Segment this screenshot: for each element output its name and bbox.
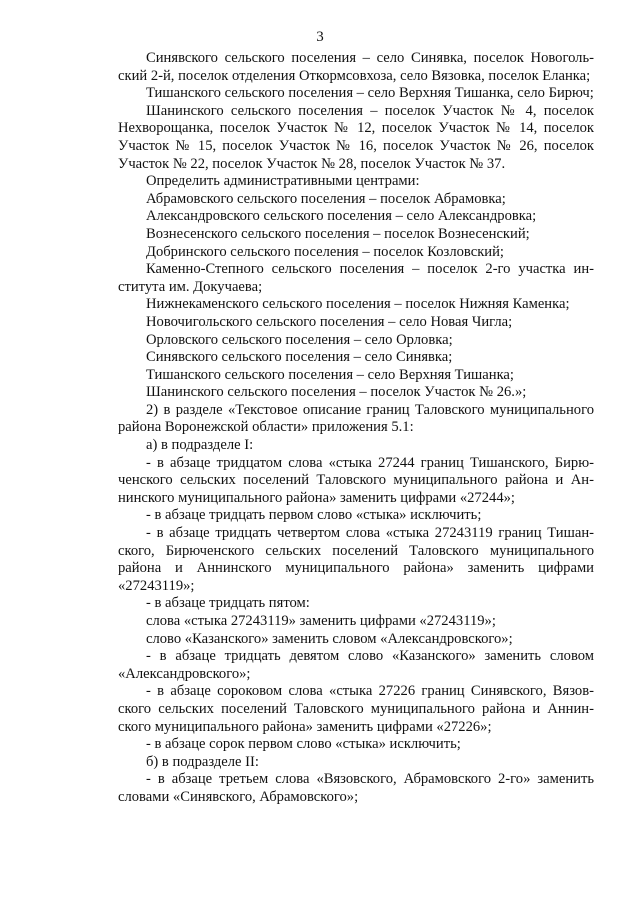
page-number: 3 bbox=[316, 29, 324, 45]
paragraph: - в абзаце тридцать пятом: bbox=[146, 595, 310, 612]
paragraph: - в абзаце сороковом слова «стыка 27226 границ Синявского, Вязовского сельских поселений Таловского муниципального района и Аннинского муниципального района» заменить цифрами «27226»; bbox=[118, 683, 594, 735]
paragraph: - в абзаце третьем слова «Вязовского, Абрамовского 2-го» заменить словами «Синявского, Абрамовского»; bbox=[118, 771, 594, 805]
paragraph: Синявского сельского поселения – село Синявка; bbox=[146, 349, 453, 366]
paragraph: Каменно-Степного сельского поселения – поселок 2-го участка института им. Докучаева; bbox=[118, 261, 594, 295]
paragraph: Определить административными центрами: bbox=[146, 173, 420, 190]
paragraph: Вознесенского сельского поселения – поселок Вознесенский; bbox=[146, 225, 530, 242]
paragraph: Тишанского сельского поселения – село Верхняя Тишанка; bbox=[146, 366, 514, 383]
paragraph: - в абзаце тридцать первом слово «стыка» исключить; bbox=[146, 507, 482, 524]
paragraph: Тишанского сельского поселения – село Верхняя Тишанка, село Бирюч; bbox=[146, 85, 594, 102]
paragraph: Александровского сельского поселения – село Александровка; bbox=[146, 208, 537, 225]
paragraph: Орловского сельского поселения – село Орловка; bbox=[146, 331, 453, 348]
paragraph: - в абзаце тридцатом слова «стыка 27244 границ Тишанского, Бирюченского сельских поселений Таловского муниципального района и Аннинского муниципального района» заменить цифрами «27244»; bbox=[118, 454, 594, 506]
paragraph: 2) в разделе «Текстовое описание границ Таловского муниципального района Воронежской области» приложения 5.1: bbox=[118, 401, 594, 436]
paragraph: Шанинского сельского поселения – поселок Участок № 26.»; bbox=[146, 384, 527, 401]
paragraph: - в абзаце тридцать четвертом слова «стыка 27243119 границ Тишанского, Бирюченского сельских поселений Таловского муниципального района и Аннинского муниципального района» заменить цифрами «27243119»; bbox=[118, 525, 594, 594]
paragraph: б) в подразделе II: bbox=[146, 753, 259, 770]
paragraph: а) в подразделе I: bbox=[146, 437, 254, 454]
paragraph: - в абзаце тридцать девятом слово «Казанского» заменить словом «Александровского»; bbox=[118, 648, 594, 682]
paragraph: Новочигольского сельского поселения – село Новая Чигла; bbox=[146, 313, 513, 330]
paragraph: слова «стыка 27243119» заменить цифрами «27243119»; bbox=[146, 613, 496, 629]
paragraph: Синявского сельского поселения – село Синявка, поселок Новогольский 2-й, поселок отделения Откормсовхоза, село Вязовка, поселок Еланка; bbox=[118, 50, 594, 84]
paragraph: Добринского сельского поселения – поселок Козловский; bbox=[146, 243, 504, 260]
paragraph: - в абзаце сорок первом слово «стыка» исключить; bbox=[146, 736, 461, 753]
paragraph: слово «Казанского» заменить словом «Александровского»; bbox=[146, 630, 513, 647]
paragraph: Нижнекаменского сельского поселения – поселок Нижняя Каменка; bbox=[146, 296, 570, 313]
paragraph: Шанинского сельского поселения – поселок Участок № 4, поселок Нехворощанка, поселок Участок № 12, поселок Участок № 14, поселок Участок № 15, поселок Участок № 16, поселок Участок № 26, поселок Участок № 22, поселок Участок № 28, поселок Участок № 37. bbox=[118, 102, 594, 172]
document-body bbox=[118, 50, 594, 807]
paragraph: Абрамовского сельского поселения – поселок Абрамовка; bbox=[146, 190, 506, 207]
